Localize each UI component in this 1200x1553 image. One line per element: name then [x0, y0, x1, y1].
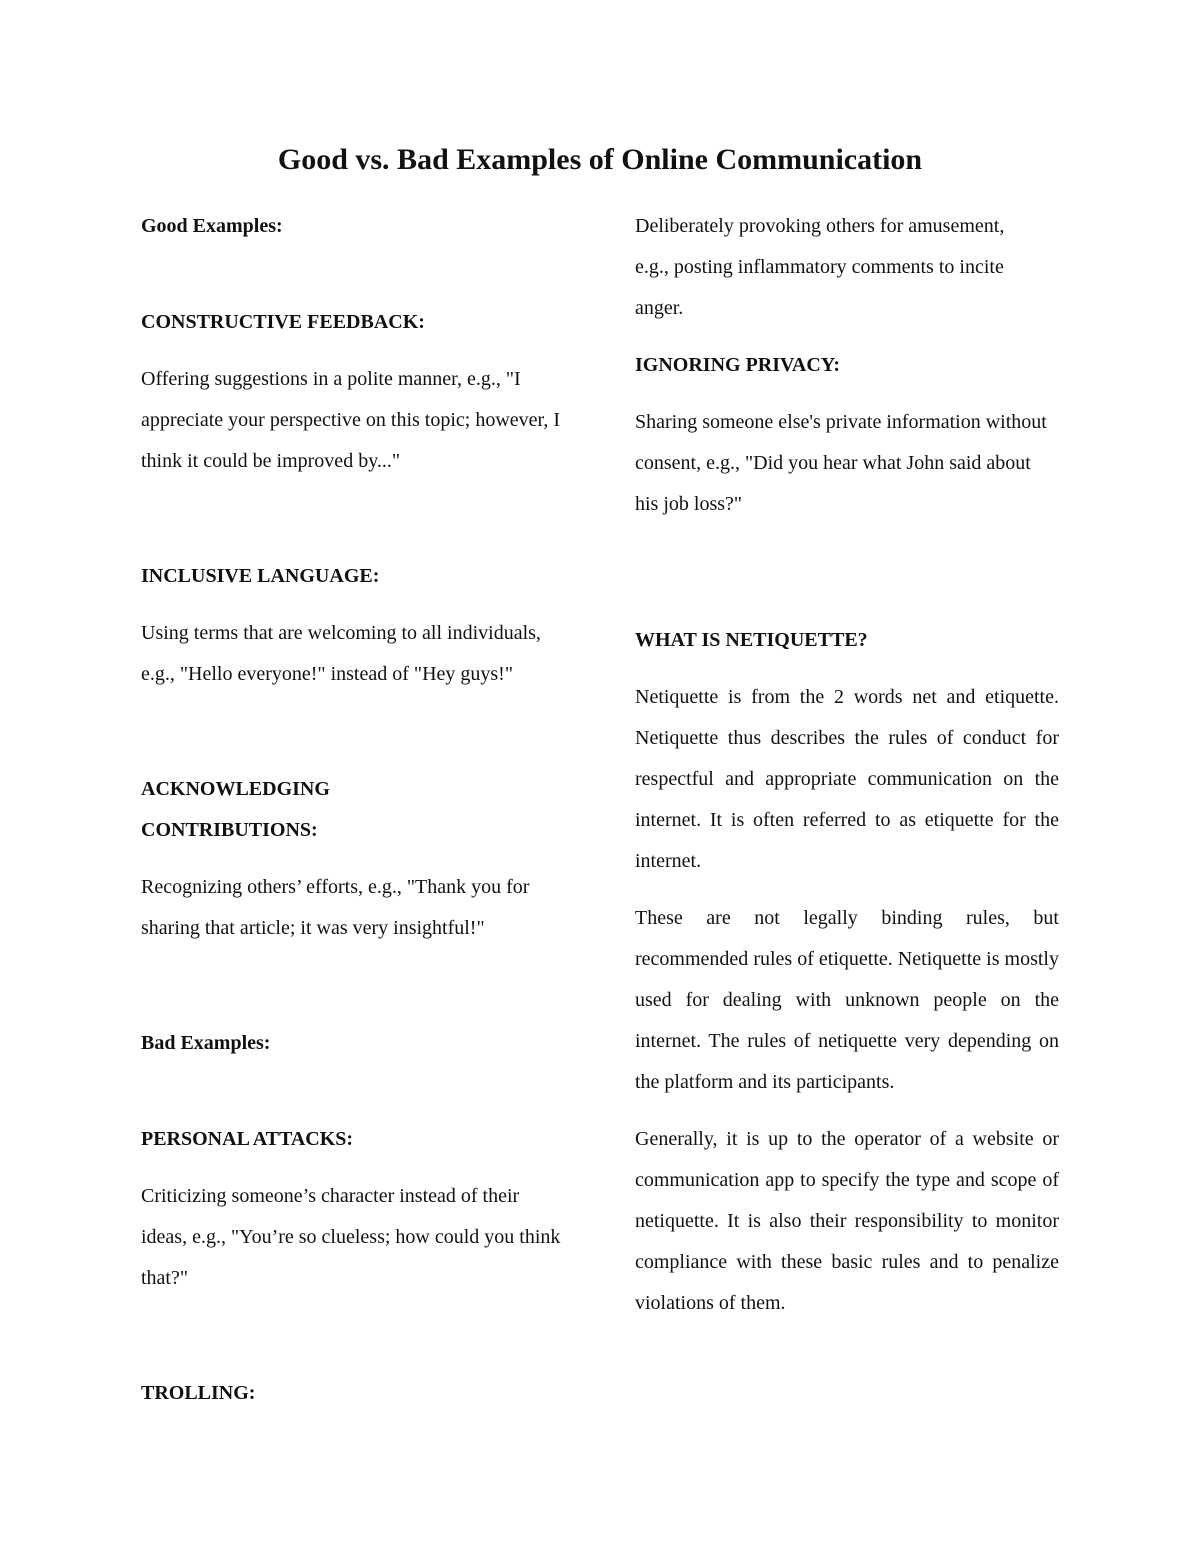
left-column — [141, 206, 566, 1414]
netiquette-paragraph-1: Netiquette is from the 2 words net and etiquette. Netiquette thus describes the rules of conduct for respectful and appropriate communication on the internet. It is often referred to as etiquette for the internet. — [635, 686, 1059, 872]
netiquette-paragraph-2: These are not legally binding rules, but recommended rules of etiquette. Netiquette is mostly used for dealing with unknown people on the internet. The rules of netiquette very depending on the platform and its participants. — [635, 907, 1059, 1093]
constructive-feedback-text: Offering suggestions in a polite manner, e.g., "I appreciate your perspective on this topic; however, I think it could be improved by..." — [141, 368, 561, 472]
right-column — [635, 206, 1059, 1324]
personal-attacks-heading: PERSONAL ATTACKS: — [141, 1128, 354, 1150]
trolling-heading: TROLLING: — [141, 1382, 256, 1404]
inclusive-language-heading: INCLUSIVE LANGUAGE: — [141, 565, 380, 587]
page-title: Good vs. Bad Examples of Online Communication — [277, 143, 923, 176]
trolling-text: Deliberately provoking others for amusement, e.g., posting inflammatory comments to incite anger. — [635, 215, 1005, 319]
bad-examples-heading: Bad Examples: — [141, 1032, 271, 1054]
netiquette-paragraph-3: Generally, it is up to the operator of a website or communication app to specify the type and scope of netiquette. It is also their responsibility to monitor compliance with these basic rules and to penalize violations of them. — [635, 1128, 1059, 1314]
acknowledging-contributions-heading: ACKNOWLEDGING CONTRIBUTIONS: — [141, 778, 330, 841]
ignoring-privacy-text: Sharing someone else's private information without consent, e.g., "Did you hear what John said about his job loss?" — [635, 411, 1047, 515]
acknowledging-contributions-text: Recognizing others’ efforts, e.g., "Thank you for sharing that article; it was very insightful!" — [141, 876, 530, 939]
ignoring-privacy-heading: IGNORING PRIVACY: — [635, 354, 841, 376]
constructive-feedback-heading: CONSTRUCTIVE FEEDBACK: — [141, 311, 425, 333]
inclusive-language-text: Using terms that are welcoming to all individuals, e.g., "Hello everyone!" instead of "Hey guys!" — [141, 622, 541, 685]
good-examples-heading: Good Examples: — [141, 215, 283, 237]
netiquette-heading: WHAT IS NETIQUETTE? — [635, 629, 868, 651]
personal-attacks-text: Criticizing someone’s character instead of their ideas, e.g., "You’re so clueless; how could you think that?" — [141, 1185, 561, 1289]
